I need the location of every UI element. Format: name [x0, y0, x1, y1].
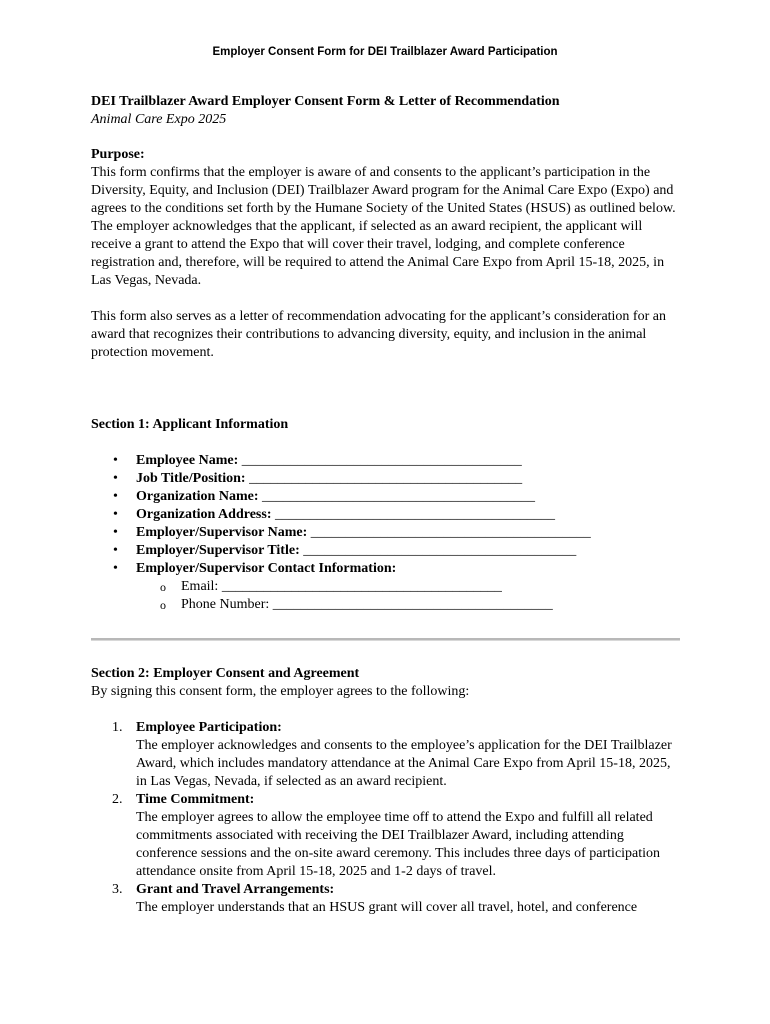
item-body: The employer acknowledges and consents to the employee’s application for the DEI Trailblazer Award, which includes mandatory attendance at the Animal Care Expo from April 15-18, 2025, in Las Vegas, Nevada, if selected as an award recipient.	[136, 738, 672, 789]
purpose-heading: Purpose:	[91, 147, 145, 162]
field-label: Employer/Supervisor Title:	[136, 543, 300, 558]
item-body: The employer understands that an HSUS grant will cover all travel, hotel, and conference	[136, 900, 638, 915]
document-title: DEI Trailblazer Award Employer Consent Form & Letter of Recommendation	[91, 94, 560, 109]
field-employee-name	[91, 452, 681, 470]
field-blank[interactable]: ________________________________________	[274, 507, 555, 522]
contact-sublist	[136, 578, 681, 614]
section1-heading: Section 1: Applicant Information	[91, 417, 289, 432]
purpose-paragraph-1: This form confirms that the employer is aware of and consents to the applicant’s participation in the Diversity, Equity, and Inclusion (DEI) Trailblazer Award program for the Animal Care Expo (Expo) and agrees to the conditions set forth by the Humane Society of the United States (HSUS) as outlined below. The employer acknowledges that the applicant, if selected as an award recipient, the applicant will receive a grant to attend the Expo that will cover their travel, lodging, and complete conference registration and, therefore, will be required to attend the Animal Care Expo from April 15-18, 2025, in Las Vegas, Nevada.	[91, 165, 676, 288]
field-supervisor-title	[91, 542, 681, 560]
field-label: Employee Name:	[136, 453, 239, 468]
consent-item-time-commitment	[91, 791, 681, 881]
field-phone-number	[136, 596, 681, 614]
field-label: Organization Address:	[136, 507, 272, 522]
running-header: Employer Consent Form for DEI Trailblazer Award Participation	[212, 46, 558, 58]
purpose-paragraph-2: This form also serves as a letter of recommendation advocating for the applicant’s consideration for an award that recognizes their contributions to advancing diversity, equity, and inclusion in the animal protection movement.	[91, 309, 666, 360]
field-label: Employer/Supervisor Name:	[136, 525, 308, 540]
field-blank[interactable]: _______________________________________	[303, 543, 577, 558]
item-number: 3.	[112, 882, 123, 897]
field-label: Phone Number:	[181, 597, 270, 612]
field-label: Employer/Supervisor Contact Information:	[136, 561, 397, 576]
section2-intro: By signing this consent form, the employer agrees to the following:	[91, 684, 470, 699]
field-blank[interactable]: ________________________________________	[221, 579, 502, 594]
section2-heading: Section 2: Employer Consent and Agreement	[91, 666, 360, 681]
item-number: 1.	[112, 720, 123, 735]
field-label: Organization Name:	[136, 489, 259, 504]
field-label: Email:	[181, 579, 219, 594]
item-body: The employer agrees to allow the employee time off to attend the Expo and fulfill all related commitments associated with receiving the DEI Trailblazer Award, including attending conference sessions and the on-site award ceremony. This includes three days of participation attendance onsite from April 15-18, 2025 and 1-2 days of travel.	[136, 810, 661, 879]
field-blank[interactable]: _______________________________________	[249, 471, 523, 486]
item-title: Time Commitment:	[136, 792, 255, 807]
field-blank[interactable]: _______________________________________	[261, 489, 535, 504]
field-blank[interactable]: ________________________________________	[272, 597, 553, 612]
field-organization-address	[91, 506, 681, 524]
document-subtitle: Animal Care Expo 2025	[91, 112, 227, 127]
field-supervisor-contact	[91, 560, 681, 614]
field-email	[136, 578, 681, 596]
field-blank[interactable]: ________________________________________	[310, 525, 591, 540]
applicant-info-list	[91, 452, 681, 614]
item-title: Grant and Travel Arrangements:	[136, 882, 335, 897]
field-label: Job Title/Position:	[136, 471, 246, 486]
item-number: 2.	[112, 792, 123, 807]
field-supervisor-name	[91, 524, 681, 542]
consent-item-employee-participation	[91, 719, 681, 791]
consent-items-list	[91, 719, 681, 917]
field-job-title	[91, 470, 681, 488]
item-title: Employee Participation:	[136, 720, 282, 735]
field-organization-name	[91, 488, 681, 506]
document-body	[91, 93, 681, 917]
consent-item-grant-travel	[91, 881, 681, 917]
field-blank[interactable]: ________________________________________	[241, 453, 522, 468]
